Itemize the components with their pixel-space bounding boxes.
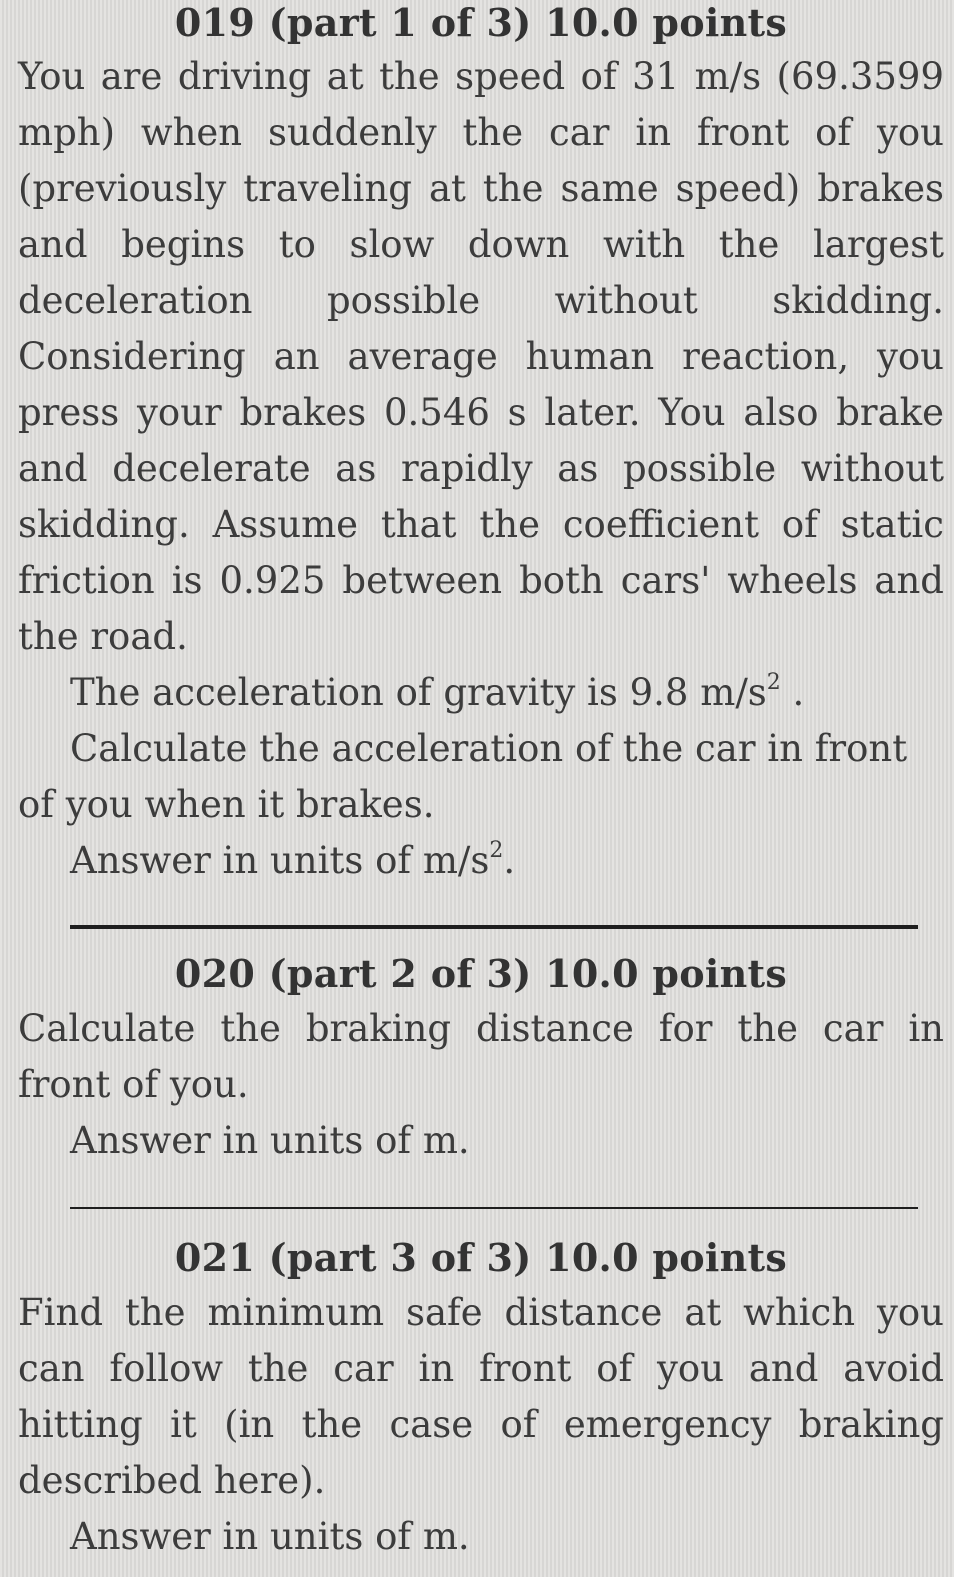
problem-019 — [18, 0, 944, 889]
problem-019-header: 019 (part 1 of 3) 10.0 points — [174, 0, 788, 45]
problem-019-answer-units — [18, 833, 944, 889]
gravity-statement — [18, 665, 944, 721]
problem-020-answer-units: Answer in units of m. — [70, 1119, 470, 1162]
problem-021-body: Find the minimum safe distance at which you can follow the car in front of you and avoid hitting it (in the case of emergency braking described here). — [18, 1291, 944, 1502]
answer-units-text: Answer in units of m/s — [70, 839, 490, 882]
problem-020 — [18, 951, 944, 1169]
problem-021-header: 021 (part 3 of 3) 10.0 points — [174, 1235, 788, 1280]
problem-019-question-line2: of you when it brakes. — [18, 783, 435, 826]
problem-021-answer-units: Answer in units of m. — [70, 1515, 470, 1558]
gravity-exponent: 2 — [766, 670, 781, 695]
gravity-period: . — [792, 671, 805, 714]
problem-020-body: Calculate the braking distance for the car in front of you. — [18, 1007, 944, 1106]
problem-021 — [18, 1235, 944, 1565]
gravity-text: The acceleration of gravity is 9.8 m/s — [70, 671, 767, 714]
problem-019-body: You are driving at the speed of 31 m/s (69.3599 mph) when suddenly the car in front of you (previously traveling at the same speed) brakes and begins to slow down with the largest deceleration possible without skidding. Considering an average human reaction, you press your brakes 0.546 s later. You also brake and decelerate as rapidly as possible without skidding. Assume that the coefficient of static friction is 0.925 between both cars' wheels and the road. — [18, 55, 944, 658]
problem-019-question-line1: Calculate the acceleration of the car in front — [70, 727, 908, 770]
divider-1 — [70, 925, 918, 929]
answer-units-exponent: 2 — [489, 838, 504, 863]
problem-020-header: 020 (part 2 of 3) 10.0 points — [174, 951, 788, 996]
answer-units-period: . — [503, 839, 516, 882]
divider-2 — [70, 1207, 918, 1209]
